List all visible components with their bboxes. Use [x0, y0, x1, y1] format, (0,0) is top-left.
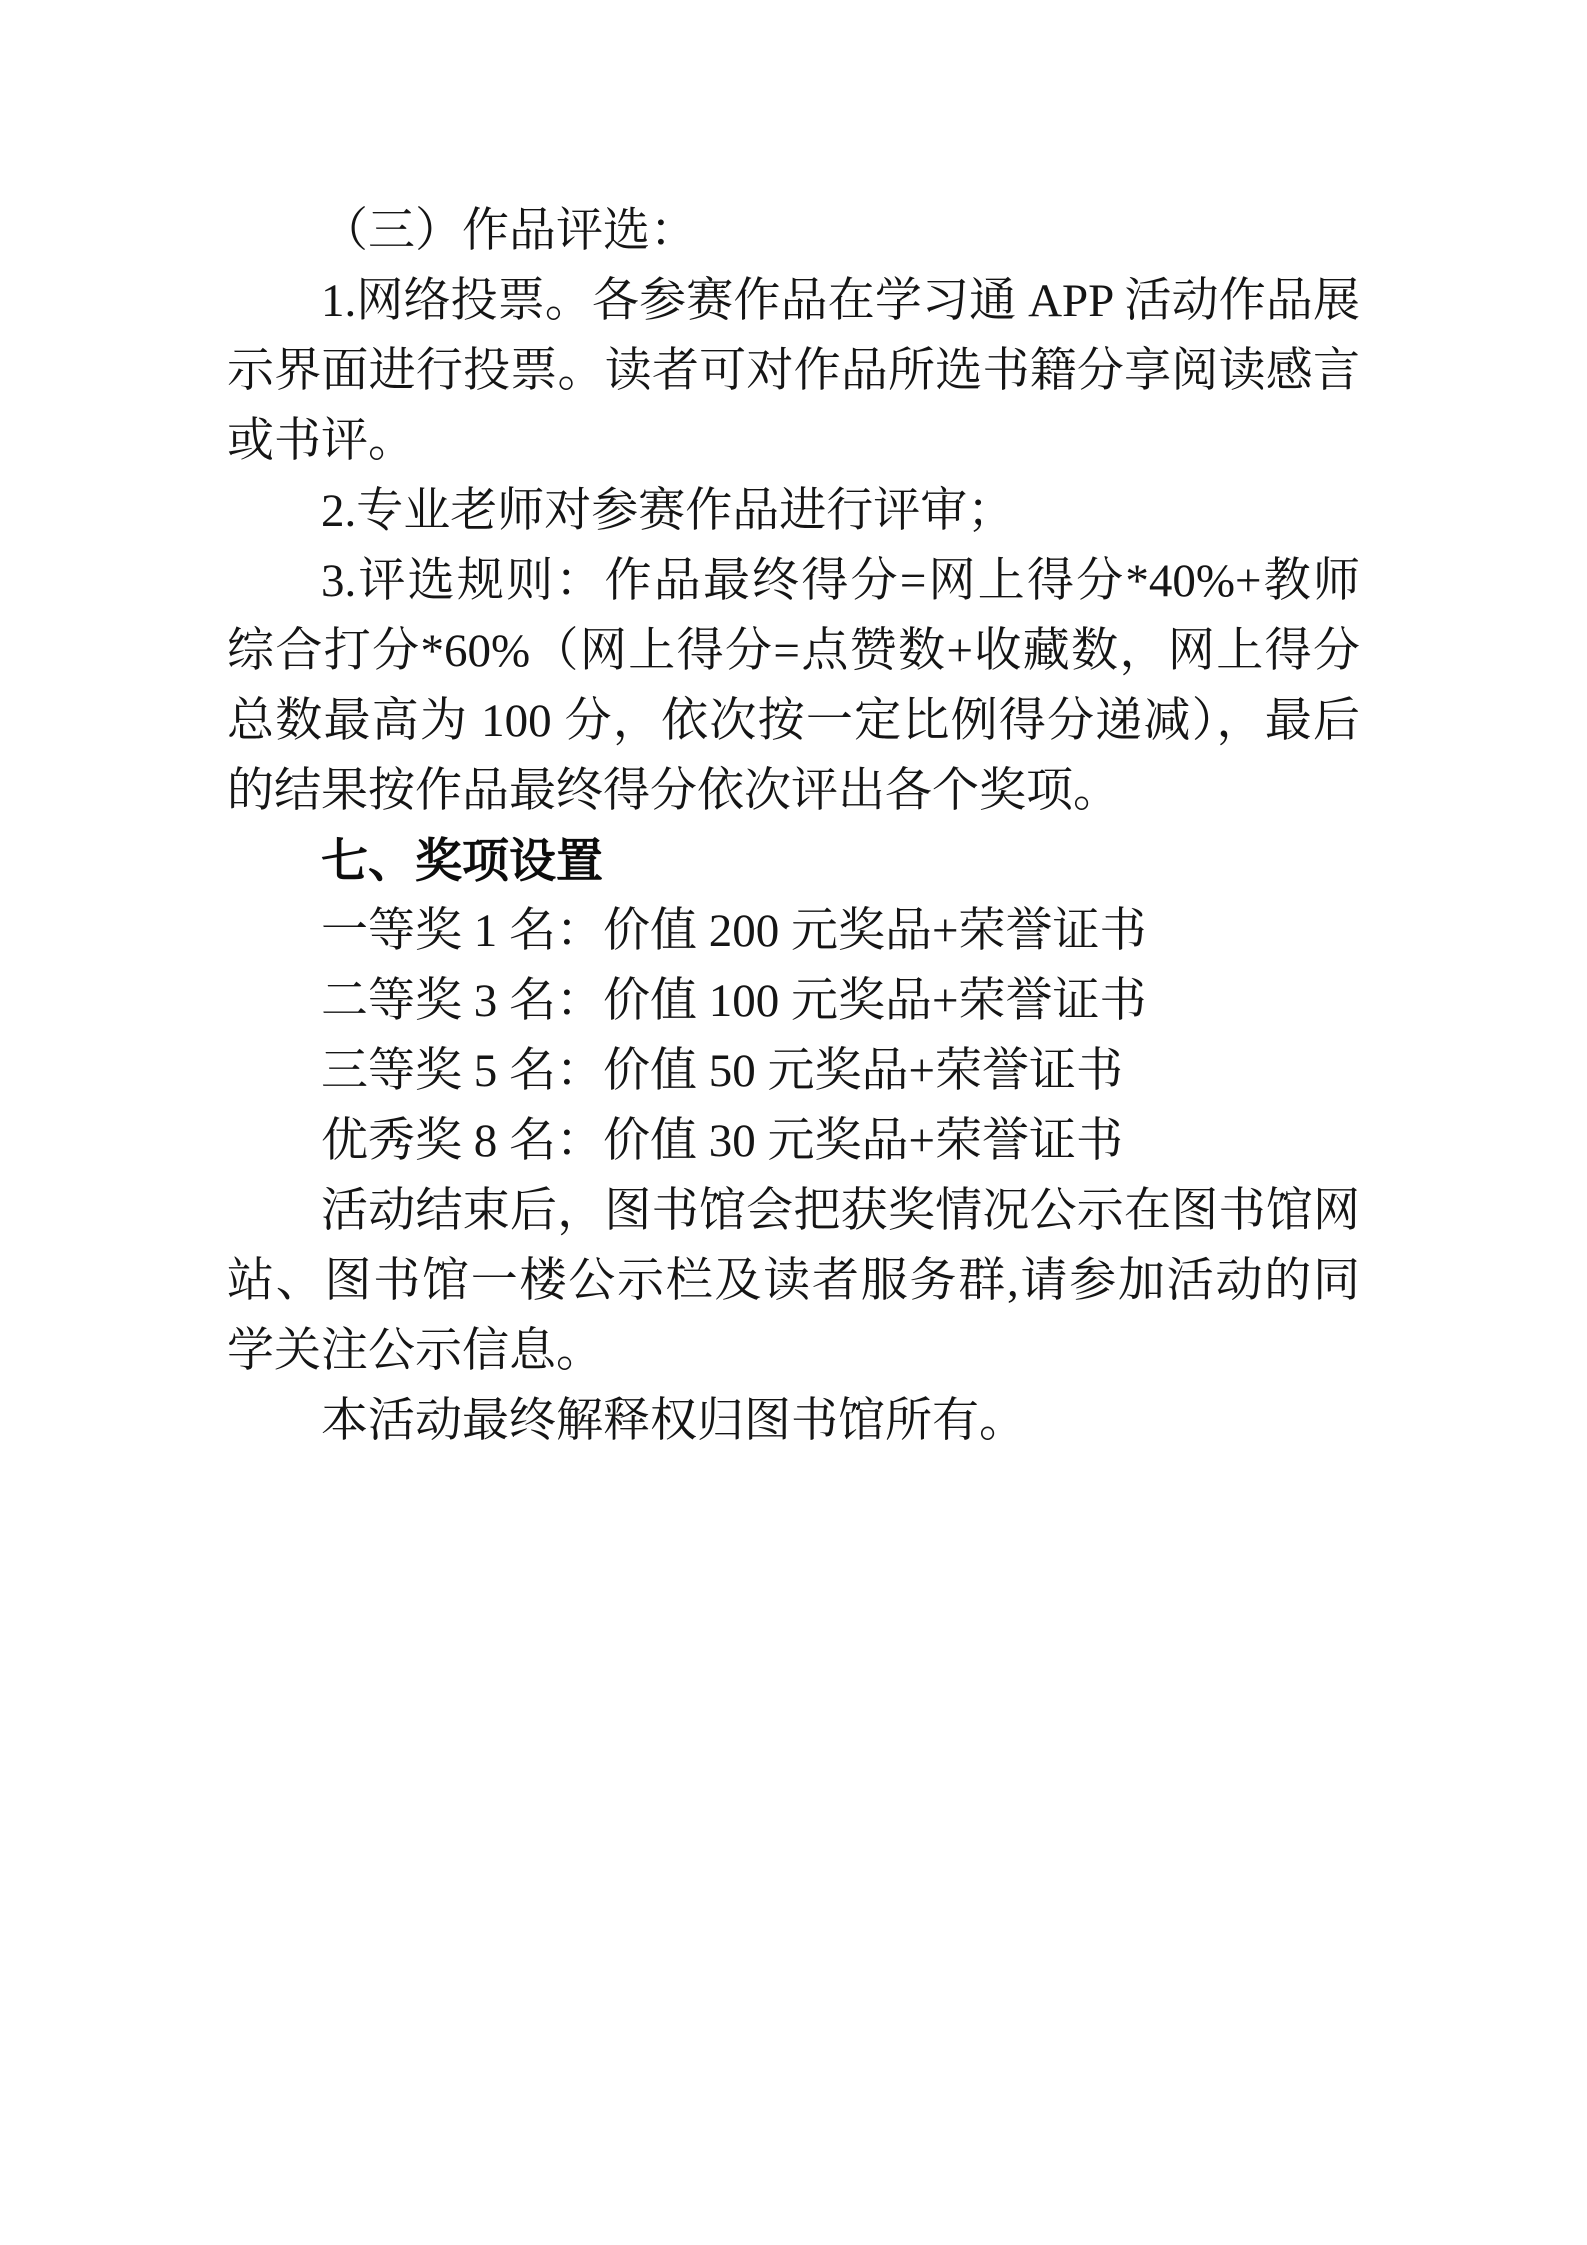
- para-scoring-rules: 3.评选规则：作品最终得分=网上得分*40%+教师综合打分*60%（网上得分=点赞数+收藏数，网上得分总数最高为 100 分，依次按一定比例得分递减），最后的结果按作品最终得分依次评出各个奖项。: [227, 555, 1360, 817]
- para-teacher-review: 2.专业老师对参赛作品进行评审；: [321, 485, 1015, 537]
- prize-line-second: 二等奖 3 名：价值 100 元奖品+荣誉证书: [321, 975, 1147, 1027]
- para-final-interpretation: 本活动最终解释权归图书馆所有。: [321, 1395, 1026, 1447]
- section-subheading-works-selection: （三）作品评选：: [321, 205, 697, 257]
- para-network-voting: 1.网络投票。各参赛作品在学习通 APP 活动作品展示界面进行投票。读者可对作品所选书籍分享阅读感言或书评。: [227, 275, 1360, 467]
- document-body: [227, 196, 1360, 1456]
- prize-line-third: 三等奖 5 名：价值 50 元奖品+荣誉证书: [321, 1045, 1124, 1097]
- heading-award-settings: 七、奖项设置: [321, 834, 603, 887]
- para-result-announcement: 活动结束后，图书馆会把获奖情况公示在图书馆网站、图书馆一楼公示栏及读者服务群,请参加活动的同学关注公示信息。: [227, 1185, 1360, 1377]
- prize-line-excellence: 优秀奖 8 名：价值 30 元奖品+荣誉证书: [321, 1115, 1124, 1167]
- prize-line-first: 一等奖 1 名：价值 200 元奖品+荣誉证书: [321, 905, 1147, 957]
